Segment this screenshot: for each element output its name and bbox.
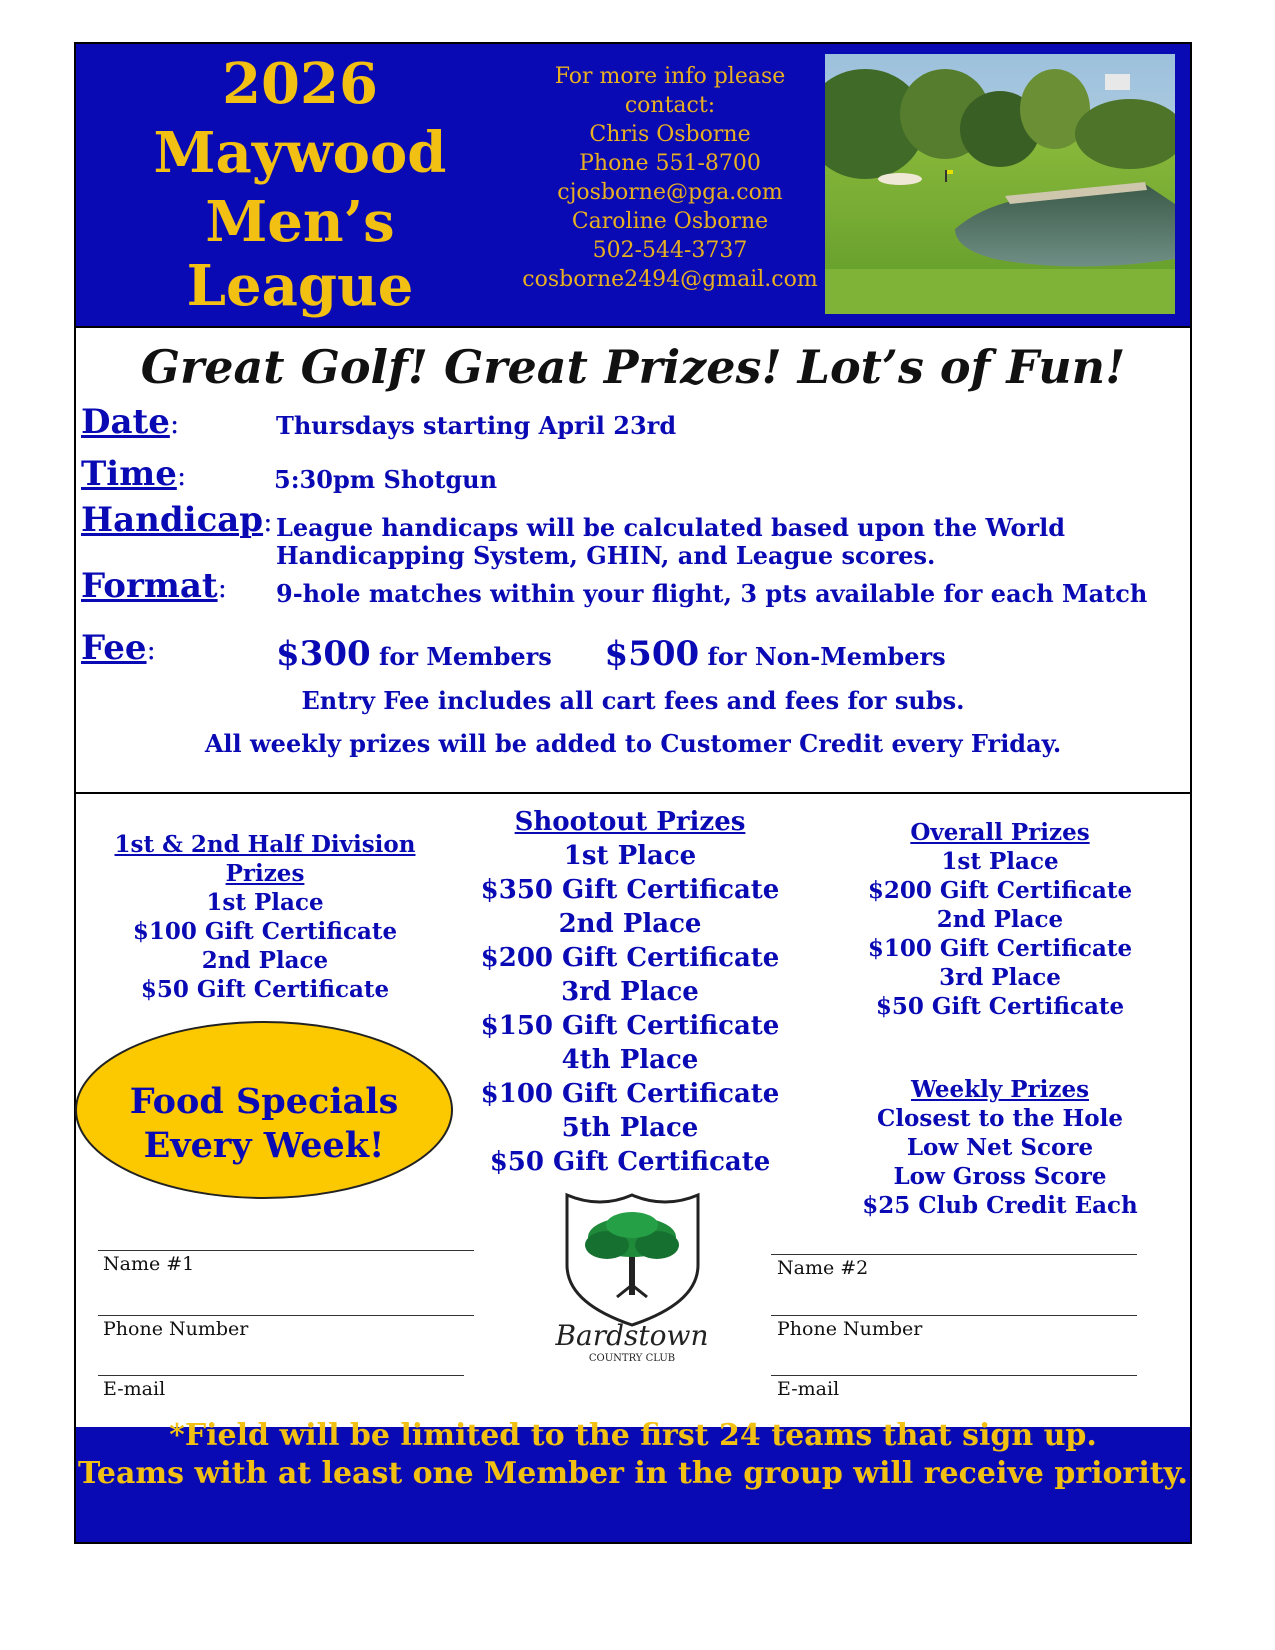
name-2-line[interactable] [771, 1254, 1137, 1255]
member-price: $300 [276, 634, 371, 674]
weekly-credit-note: All weekly prizes will be added to Customer Credit every Friday. [204, 729, 1062, 758]
contact-phone-chris: Phone 551-8700 [579, 151, 761, 176]
overall-prizes-heading: Overall Prizes [910, 819, 1090, 846]
division-prizes [100, 830, 430, 1004]
logo-name: Bardstown [555, 1319, 709, 1352]
prize-item: $50 Gift Certificate [140, 976, 390, 1003]
email-1-line[interactable] [98, 1375, 464, 1376]
contact-email-caroline: cosborne2494@gmail.com [522, 267, 818, 292]
nonmember-price: $500 [604, 634, 700, 674]
prize-item: 2nd Place [558, 909, 702, 939]
phone-2-line[interactable] [771, 1315, 1137, 1316]
tagline: Great Golf! Great Prizes! Lot’s of Fun! [140, 340, 1126, 394]
contact-phone-caroline: 502-544-3737 [592, 238, 748, 263]
prize-item: $50 Gift Certificate [875, 993, 1125, 1020]
time-label: Time: [81, 454, 187, 494]
prize-item: $100 Gift Certificate [480, 1079, 780, 1109]
entry-fee-note: Entry Fee includes all cart fees and fees for subs. [301, 686, 965, 715]
prize-item: Low Net Score [906, 1134, 1094, 1161]
fee-value [276, 632, 946, 679]
contact-name-caroline: Caroline Osborne [571, 209, 769, 234]
food-specials-line: Every Week! [143, 1125, 385, 1166]
bardstown-logo [545, 1185, 720, 1365]
prize-item: $150 Gift Certificate [480, 1011, 780, 1041]
section-divider [74, 792, 1192, 794]
time-value: 5:30pm Shotgun [274, 465, 498, 494]
prize-item: Closest to the Hole [877, 1105, 1123, 1132]
prize-item: 5th Place [561, 1113, 699, 1143]
phone-2-label: Phone Number [777, 1318, 923, 1340]
prize-item: 3rd Place [561, 977, 699, 1007]
date-label: Date: [81, 402, 180, 442]
phone-1-line[interactable] [98, 1315, 474, 1316]
prize-item: $350 Gift Certificate [480, 875, 780, 905]
prize-item: 1st Place [563, 841, 697, 871]
email-1-label: E-mail [103, 1378, 166, 1400]
handicap-label: Handicap: [81, 500, 273, 540]
title-maywood: Maywood [153, 120, 447, 186]
division-prizes-heading: Prizes [225, 860, 305, 887]
title-mens-league: Men’s League [186, 189, 414, 319]
phone-1-label: Phone Number [103, 1318, 249, 1340]
contact-email-chris: cjosborne@pga.com [557, 180, 783, 205]
prize-item: $200 Gift Certificate [867, 877, 1133, 904]
header-divider [74, 326, 1192, 328]
nonmember-price-text: for Non-Members [707, 642, 946, 671]
division-prizes-heading: 1st & 2nd Half Division [114, 831, 416, 858]
prize-item: $25 Club Credit Each [862, 1192, 1138, 1219]
contact-line: contact: [624, 93, 716, 118]
logo-subtitle: COUNTRY CLUB [588, 1353, 676, 1364]
contact-name-chris: Chris Osborne [589, 122, 751, 147]
prize-item: 1st Place [941, 848, 1059, 875]
email-2-label: E-mail [777, 1378, 840, 1400]
weekly-prizes [840, 1075, 1160, 1220]
handicap-line: Handicapping System, GHIN, and League scores. [276, 541, 936, 570]
handicap-value [276, 514, 1065, 570]
format-label: Format: [81, 566, 228, 606]
handicap-line: League handicaps will be calculated based upon the World [276, 513, 1065, 542]
shootout-prizes-heading: Shootout Prizes [514, 807, 746, 837]
prize-item: 2nd Place [936, 906, 1064, 933]
name-1-label: Name #1 [103, 1253, 195, 1275]
fee-label: Fee: [81, 628, 156, 668]
footer-priority-note: Teams with at least one Member in the group will receive priority. [78, 1456, 1188, 1491]
prize-item: 4th Place [561, 1045, 699, 1075]
prize-item: 2nd Place [201, 947, 329, 974]
name-2-label: Name #2 [777, 1257, 869, 1279]
prize-item: $100 Gift Certificate [132, 918, 398, 945]
food-specials-line: Food Specials [129, 1081, 399, 1122]
prize-item: $50 Gift Certificate [489, 1147, 771, 1177]
title-year: 2026 [222, 51, 378, 117]
member-price-text: for Members [379, 642, 552, 671]
date-value: Thursdays starting April 23rd [276, 411, 677, 440]
prize-item: $100 Gift Certificate [867, 935, 1133, 962]
prize-item: Low Gross Score [893, 1163, 1107, 1190]
prize-item: $200 Gift Certificate [480, 943, 780, 973]
format-value: 9-hole matches within your flight, 3 pts available for each Match [276, 579, 1148, 608]
email-2-line[interactable] [771, 1375, 1137, 1376]
weekly-prizes-heading: Weekly Prizes [910, 1076, 1090, 1103]
overall-prizes [840, 818, 1160, 1021]
contact-info [505, 62, 835, 294]
golf-course-photo [825, 54, 1175, 314]
prize-item: 1st Place [206, 889, 324, 916]
contact-line: For more info please [554, 64, 786, 89]
prize-item: 3rd Place [939, 964, 1061, 991]
food-specials-text [74, 1080, 454, 1168]
footer-limit-note: *Field will be limited to the first 24 teams that sign up. [169, 1418, 1097, 1453]
name-1-line[interactable] [98, 1250, 474, 1251]
shootout-prizes [470, 805, 790, 1179]
